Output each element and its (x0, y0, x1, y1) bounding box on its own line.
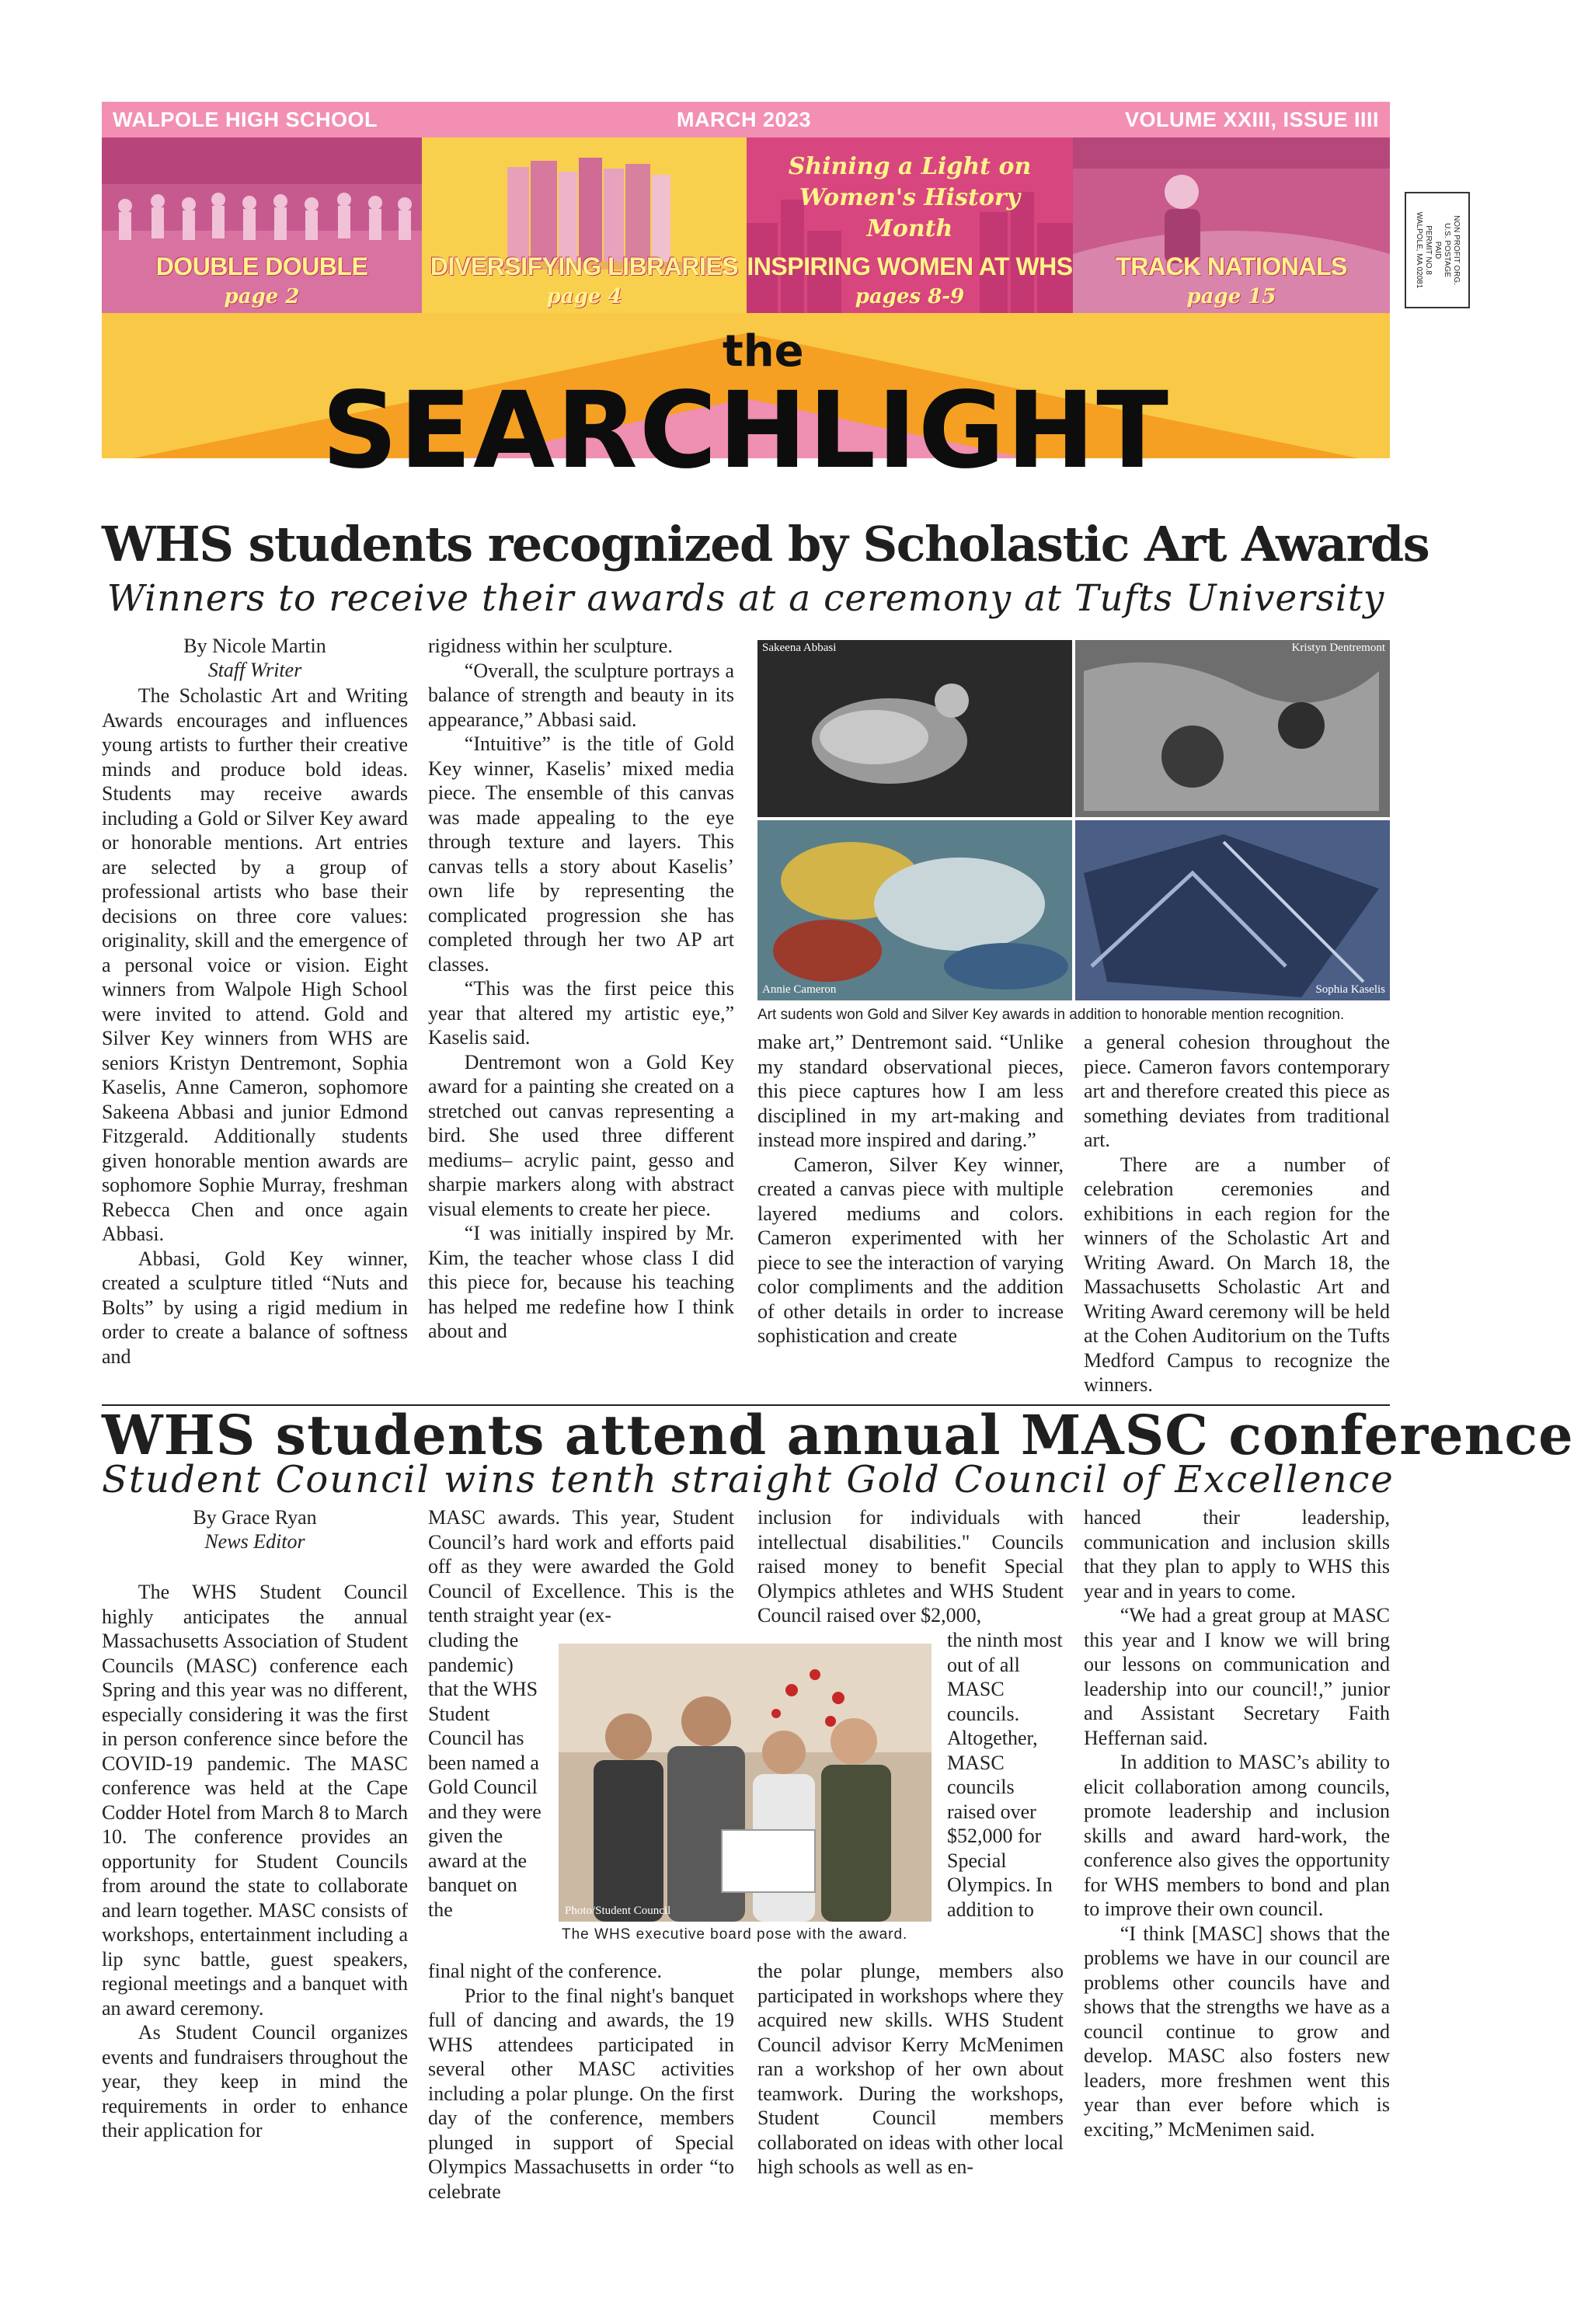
paragraph: final night of the conference. (428, 1960, 663, 1982)
article1-column-2 (428, 634, 734, 1401)
teaser-double-double[interactable] (102, 137, 422, 313)
paragraph: cluding the pandemic) that the WHS Student Council has been named a Gold Council and they were given the award at the banquet on the (428, 1629, 541, 1921)
paragraph: Prior to the final night's banquet full of dancing and awards, the 19 WHS attendees participated in several other MASC activities including a polar plunge. On the first day of the conference, members plunged in support of Special Olympics Massachusetts in order “to celebrate (428, 1984, 734, 2203)
paragraph: Dentremont won a Gold Key award for a painting she created on a stretched out canvas representing a bird. She used three different mediums– acrylic paint, gesso and sharpie markers along with abstract visual elements to create her piece. (428, 1050, 734, 1220)
author-name: By Nicole Martin (183, 635, 326, 657)
photo-credit: Photo/Student Council (565, 1905, 671, 1917)
student-council-photo (559, 1644, 932, 1922)
photo-label: Sakeena Abbasi (762, 642, 837, 654)
author-name: By Grace Ryan (193, 1506, 317, 1529)
paragraph: hanced their leadership, communication and inclusion skills that they plan to apply to WHS this year and in years to come. (1084, 1506, 1390, 1602)
paragraph: “I was initially inspired by Mr. Kim, the teacher whose class I did this piece for, because his teaching has helped me redefine how I think about and (428, 1222, 734, 1342)
photo-label: Annie Cameron (762, 983, 837, 996)
article2-column-3-bottom (757, 1959, 1064, 2201)
teaser-page: page 15 (1186, 285, 1276, 308)
teaser-inspiring-women[interactable] (747, 137, 1073, 313)
article1-column-1 (102, 684, 408, 1401)
teaser-headline: DOUBLE DOUBLE (155, 252, 368, 280)
postage-permit (1405, 192, 1470, 308)
article2-byline (102, 1505, 408, 1553)
article2-column-4 (1084, 1505, 1390, 2201)
paragraph: “This was the first peice this year that altered my artistic eye,” Kaselis said. (428, 977, 734, 1049)
permit-line: WALPOLE, MA 02081 (1415, 211, 1423, 289)
school-name: WALPOLE HIGH SCHOOL (113, 108, 378, 131)
author-role: News Editor (204, 1530, 305, 1553)
permit-line: PAID (1433, 241, 1442, 259)
teaser-headline: DIVERSIFYING LIBRARIES (430, 252, 739, 280)
paragraph: In addition to MASC’s ability to elicit collaboration among councils, promote leadership and inclusion skills and award hard-work, the conference also gives the opportunity for WHS members to bond and plan to improve their own council. (1084, 1751, 1390, 1920)
paragraph: There are a number of celebration ceremonies and exhibitions in each region for the winners of the Scholastic Art and Writing Award. On March 18, the Massachusetts Scholastic Art and Writing Award ceremony will be held at the Cohen Auditorium on the Tufts Medford Campus to recognize the winners. (1084, 1153, 1390, 1396)
article1-subhead: Winners to receive their awards at a ceremony at Tufts University (106, 577, 1385, 620)
article2-subhead: Student Council wins tenth straight Gold Council of Excellence (102, 1458, 1395, 1501)
article2-column-1 (102, 1580, 408, 2201)
photo-label: Kristyn Dentremont (1291, 642, 1385, 654)
paragraph: As Student Council organizes events and fundraisers throughout the year, they keep in mind the requirements in order to enhance their application for (102, 2021, 408, 2141)
issue-date: MARCH 2023 (677, 108, 812, 131)
teaser-overlay: Shining a Light on Women's History Month (788, 153, 1032, 242)
masthead-topbar (102, 102, 1390, 137)
teaser-headline: INSPIRING WOMEN AT WHS (747, 252, 1073, 280)
paragraph: “Intuitive” is the title of Gold Key winner, Kaselis’ mixed media piece. The ensemble of this canvas was made appealing to the eye through texture and layers. This canvas tells a story about Kaselis’ own life by representing the complicated progression she has completed through her two AP art classes. (428, 732, 734, 976)
paragraph: Abbasi, Gold Key winner, created a sculpture titled “Nuts and Bolts” by using a rigid medium in order to create a balance of softness and (102, 1247, 408, 1368)
article2-column-3-wrap (947, 1628, 1064, 1959)
teaser-page: page 4 (546, 285, 622, 308)
paragraph: rigidness within her sculpture. (428, 635, 673, 657)
paragraph: the polar plunge, members also participated in workshops where they acquired new skills. WHS Student Council advisor Kerry McMenimen ran a workshop of her own about teamwork. During the workshops, Student Council members collaborated on ideas with other local high schools as well as en- (757, 1960, 1064, 2178)
article1-column-4 (1084, 1030, 1390, 1401)
paragraph: the ninth most out of all MASC councils. Altogether, MASC councils raised over $52,000 for Special Olympics. In addition to (947, 1629, 1063, 1921)
paragraph: a general cohesion throughout the piece. Cameron favors contemporary art and therefore created this piece as something deviates from traditional art. (1084, 1031, 1390, 1151)
article2-column-3-top (757, 1505, 1064, 1626)
paragraph: MASC awards. This year, Student Council’s hard work and efforts paid off as they were awarded the Gold Council of Excellence. This is the tenth straight year (ex- (428, 1506, 734, 1626)
permit-line: PERMIT NO.8 (1424, 225, 1433, 275)
permit-line: NON PROFIT ORG. (1452, 215, 1461, 285)
article1-headline: WHS students recognized by Scholastic Art Awards (102, 516, 1429, 572)
paragraph: Cameron, Silver Key winner, created a canvas piece with multiple layered mediums and colors. Cameron experimented with her piece to see the interaction of varying color compliments and the addition of other details in order to increase sophistication and create (757, 1153, 1064, 1347)
paragraph: The Scholastic Art and Writing Awards encourages and influences young artists to further their creative minds and produce bold ideas. Students may receive awards including a Gold or Silver Key award or honorable mentions. Art entries are selected by a group of professional artists who base their decisions on three core values: originality, skill and the emergence of a personal voice or vision. Eight winners from Walpole High School were invited to attend. Gold and Silver Key winners from WHS are seniors Kristyn Dentremont, Sophia Kaselis, Anne Cameron, sophomore Sakeena Abbasi and junior Edmond Fitzgerald. Additionally students given honorable mention awards are sophomore Sophie Murray, freshman Rebecca Chen and once again Abbasi. (102, 684, 408, 1245)
teaser-page: page 2 (224, 285, 300, 308)
article2-column-2-top (428, 1505, 734, 1626)
group-photo (559, 1644, 932, 1922)
article2-column-2-bottom (428, 1959, 734, 2201)
newspaper-logo: SEARCHLIGHT (322, 370, 1170, 492)
teaser-diversifying-libraries[interactable] (422, 137, 747, 313)
permit-line: U.S. POSTAGE (1443, 223, 1451, 277)
article2-headline: WHS students attend annual MASC conference (102, 1403, 1574, 1467)
council-photo-caption: The WHS executive board pose with the award. (562, 1926, 908, 1943)
teaser-page: pages 8-9 (855, 285, 965, 308)
article1-column-3 (757, 1030, 1064, 1401)
art-photo-caption: Art sudents won Gold and Silver Key awards in addition to honorable mention recognition. (757, 1007, 1345, 1023)
article2-column-2-wrap (428, 1628, 545, 1959)
article1-byline (102, 634, 408, 682)
paragraph: “We had a great group at MASC this year and I know we will bring our lessons on communication and leadership into our council!,” junior and Assistant Secretary Faith Heffernan said. (1084, 1604, 1390, 1749)
volume-issue: VOLUME XXIII, ISSUE IIII (1124, 108, 1379, 131)
teaser-track-nationals[interactable] (1073, 137, 1390, 313)
art-collage (757, 640, 1390, 1000)
paragraph: inclusion for individuals with intellectual disabilities." Councils raised money to benefit Special Olympics athletes and WHS Student Council raised over $2,000, (757, 1506, 1064, 1626)
paragraph: “I think [MASC] shows that the problems we have in our council are problems other councils have and shows that the strengths we have as a council continue to grow and develop. MASC also fosters new leaders, more freshmen went this year than ever before which is exciting,” McMenimen said. (1084, 1922, 1390, 2141)
photo-label: Sophia Kaselis (1315, 983, 1385, 996)
paragraph: make art,” Dentremont said. “Unlike my standard observational pieces, this piece captures how I am less disciplined in my art-making and instead more inspired and daring.” (757, 1031, 1064, 1151)
teaser-headline: TRACK NATIONALS (1116, 252, 1347, 280)
paragraph: “Overall, the sculpture portrays a balance of strength and beauty in its appearance,” Abbasi said. (428, 659, 734, 731)
logo-the: the (723, 326, 804, 377)
author-role: Staff Writer (207, 659, 302, 681)
paragraph: The WHS Student Council highly anticipates the annual Massachusetts Association of Student Councils (MASC) conference each Spring and this year was no different, especially considering it was the first in person conference since before the COVID-19 pandemic. The MASC conference was held at the Cape Codder Hotel from March 8 to March 10. The conference provides an opportunity for Student Councils from around the state to collaborate and learn together. MASC consists of workshops, entertainment including a lip sync battle, guest speakers, regional meetings and a banquet with an award ceremony. (102, 1581, 408, 2020)
art-photo-grid (757, 640, 1390, 1000)
